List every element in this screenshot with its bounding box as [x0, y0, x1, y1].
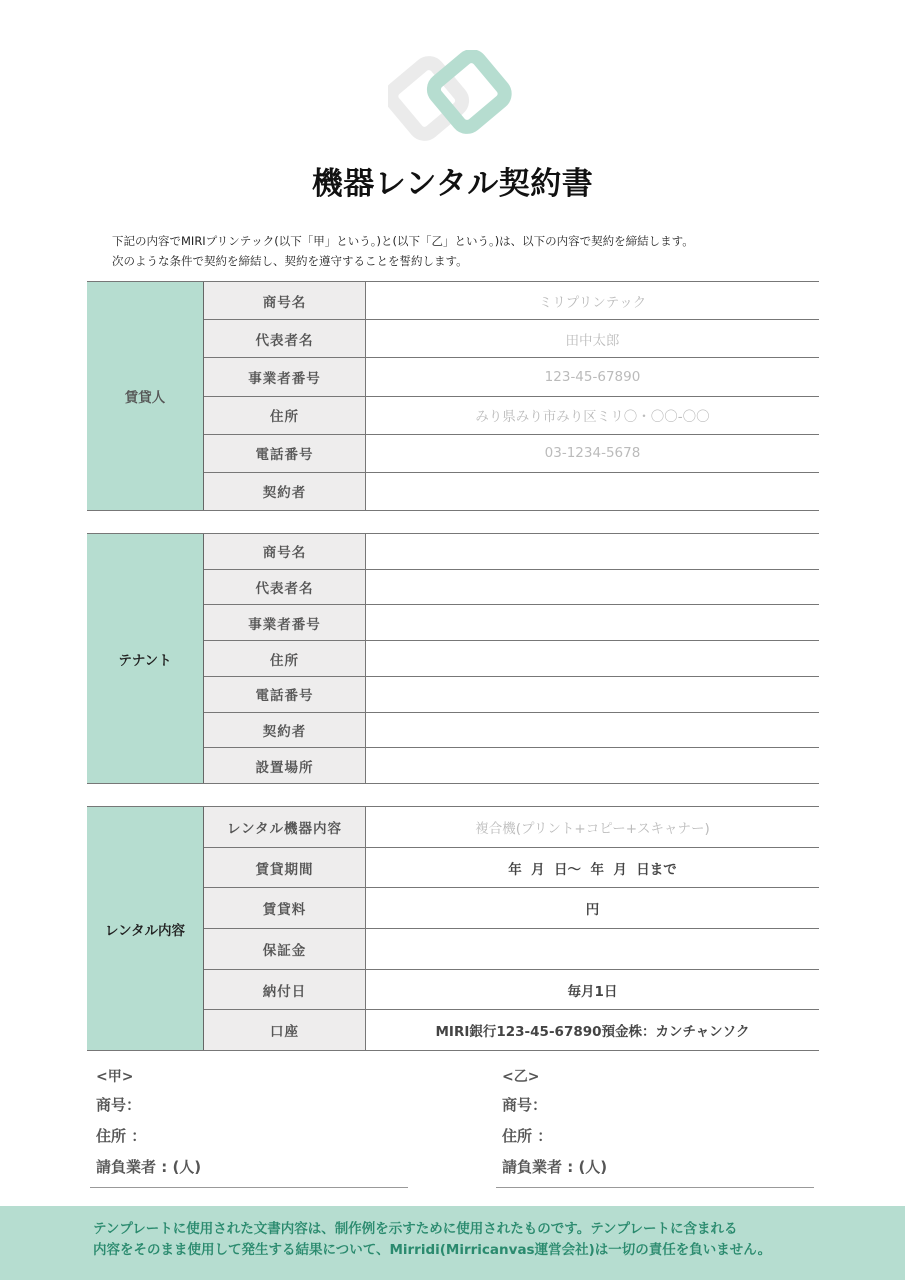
table-row — [204, 569, 819, 605]
party-a-contractor[interactable]: 請負業者 : (人) — [96, 1158, 202, 1176]
tenant-contractor-field[interactable] — [366, 713, 819, 748]
table-row — [204, 676, 819, 712]
rental-period-field[interactable]: 年 月 日〜 年 月 日まで — [366, 848, 819, 888]
table-row — [204, 928, 819, 969]
row-header: 事業者番号 — [204, 358, 366, 395]
rental-deposit-field[interactable] — [366, 929, 819, 969]
rental-section — [87, 806, 819, 1051]
lessor-section — [87, 281, 819, 511]
disclaimer-footer — [0, 1206, 905, 1280]
tenant-representative-field[interactable] — [366, 570, 819, 605]
table-row — [204, 604, 819, 640]
document-title: 機器レンタル契約書 — [311, 166, 594, 202]
rental-fee-field[interactable]: 円 — [366, 888, 819, 928]
row-header: 口座 — [204, 1010, 366, 1050]
table-row — [204, 319, 819, 357]
table-row — [204, 472, 819, 510]
row-header: 賃貸期間 — [204, 848, 366, 888]
table-row — [204, 747, 819, 783]
table-row — [204, 847, 819, 888]
disclaimer-line-2: 内容をそのまま使用して発生する結果について、Mirridi(Mirricanvas運営会社)は一切の責任を負いません。 — [93, 1242, 772, 1258]
table-row — [204, 396, 819, 434]
rental-label: レンタル内容 — [87, 807, 204, 1050]
rental-equipment-field[interactable]: 複合機(プリント+コピー+スキャナー) — [366, 807, 819, 847]
party-b-signature-block — [496, 1064, 814, 1188]
row-header: 住所 — [204, 641, 366, 676]
row-header: レンタル機器内容 — [204, 807, 366, 847]
disclaimer-line-1: テンプレートに使用された文書内容は、制作例を示すために使用されたものです。テンプレートに含まれる — [93, 1221, 738, 1237]
table-row — [204, 534, 819, 569]
rental-payment-date-field[interactable]: 毎月1日 — [366, 970, 819, 1010]
lessor-label: 賃貸人 — [87, 282, 204, 510]
row-header: 電話番号 — [204, 677, 366, 712]
table-row — [204, 357, 819, 395]
row-header: 契約者 — [204, 713, 366, 748]
lessor-address-field[interactable]: みり県みり市みり区ミリ〇・〇〇-〇〇 — [366, 397, 819, 434]
lessor-business-number-field[interactable]: 123-45-67890 — [366, 358, 819, 395]
table-row — [204, 1009, 819, 1050]
table-row — [204, 282, 819, 319]
intro-line-2: 次のような条件で契約を締結し、契約を遵守することを誓約します。 — [112, 254, 468, 268]
lessor-trade-name-field[interactable]: ミリプリンテック — [366, 282, 819, 319]
party-b-contractor[interactable]: 請負業者 : (人) — [502, 1158, 608, 1176]
row-header: 住所 — [204, 397, 366, 434]
party-a-trade-name[interactable]: 商号： — [96, 1096, 142, 1114]
row-header: 電話番号 — [204, 435, 366, 472]
row-header: 商号名 — [204, 534, 366, 569]
row-header: 納付日 — [204, 970, 366, 1010]
table-row — [204, 887, 819, 928]
party-b-heading: <乙> — [502, 1069, 540, 1085]
table-row — [204, 969, 819, 1010]
party-b-trade-name[interactable]: 商号： — [502, 1096, 548, 1114]
rental-bank-account-field[interactable]: MIRI銀行123-45-67890預金株：カンチャンソク — [366, 1010, 819, 1050]
tenant-installation-location-field[interactable] — [366, 748, 819, 783]
row-header: 代表者名 — [204, 320, 366, 357]
tenant-phone-field[interactable] — [366, 677, 819, 712]
row-header: 保証金 — [204, 929, 366, 969]
party-b-address[interactable]: 住所 ： — [502, 1127, 553, 1145]
tenant-address-field[interactable] — [366, 641, 819, 676]
lessor-phone-field[interactable]: 03-1234-5678 — [366, 435, 819, 472]
table-row — [204, 434, 819, 472]
row-header: 商号名 — [204, 282, 366, 319]
lessor-representative-field[interactable]: 田中太郎 — [366, 320, 819, 357]
table-row — [204, 712, 819, 748]
row-header: 代表者名 — [204, 570, 366, 605]
intro-text — [112, 231, 832, 271]
tenant-section — [87, 533, 819, 784]
row-header: 設置場所 — [204, 748, 366, 783]
party-a-address[interactable]: 住所 ： — [96, 1127, 147, 1145]
table-row — [204, 640, 819, 676]
table-row — [204, 807, 819, 847]
tenant-label: テナント — [87, 534, 204, 783]
party-a-signature-block — [90, 1064, 408, 1188]
intro-line-1: 下記の内容でMIRIプリンテック(以下「甲」という。)と(以下「乙」という。)は、以下の内容で契約を締結します。 — [112, 234, 694, 248]
tenant-trade-name-field[interactable] — [366, 534, 819, 569]
party-a-heading: <甲> — [96, 1069, 134, 1085]
tenant-business-number-field[interactable] — [366, 605, 819, 640]
row-header: 事業者番号 — [204, 605, 366, 640]
row-header: 賃貸料 — [204, 888, 366, 928]
lessor-contractor-field[interactable] — [366, 473, 819, 510]
logo-icon — [388, 50, 518, 145]
row-header: 契約者 — [204, 473, 366, 510]
